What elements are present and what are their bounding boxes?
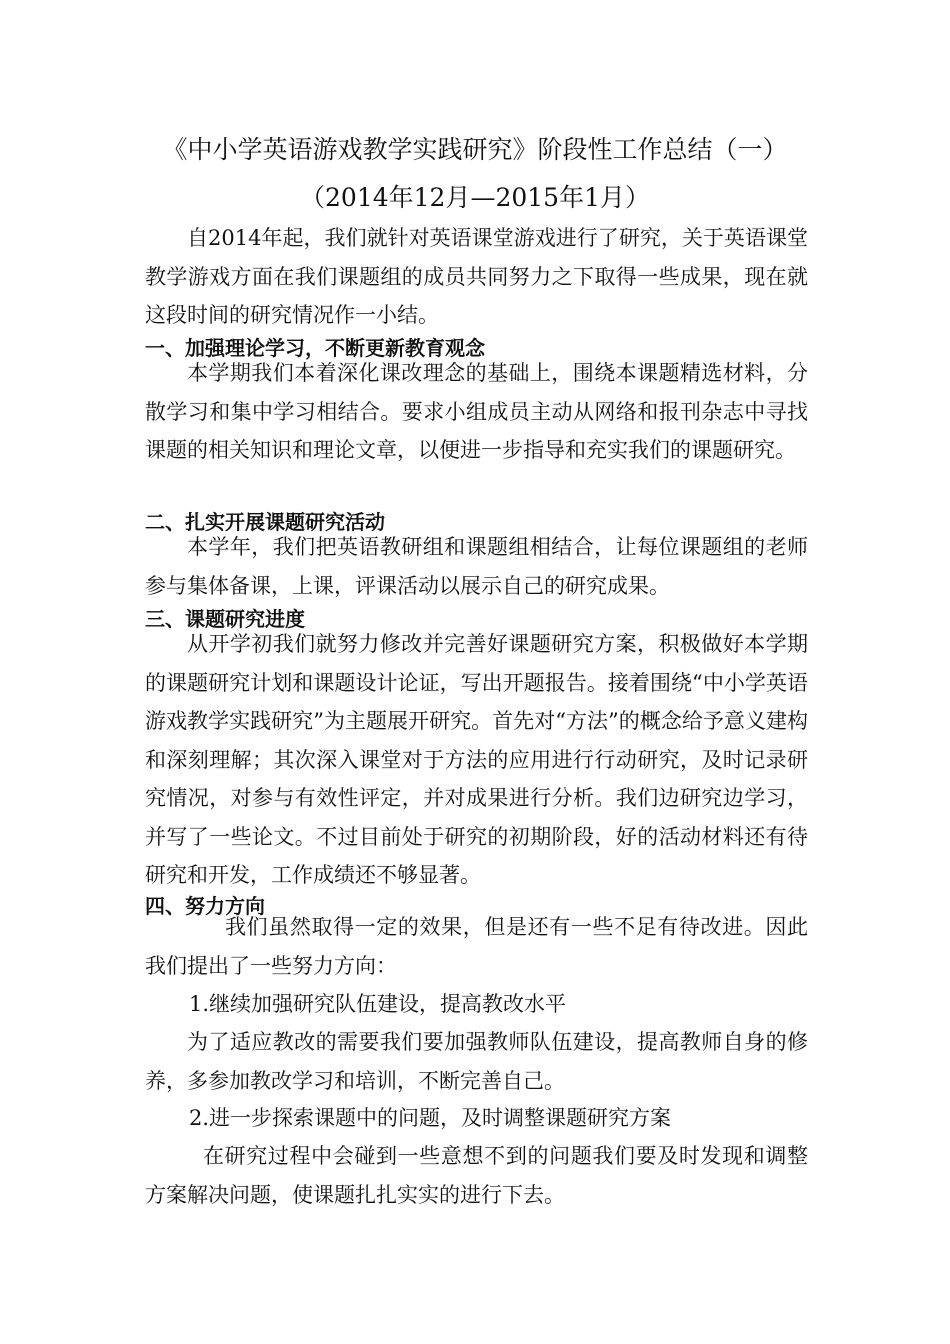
section-1-heading: 一、加强理论学习，不断更新教育观念 (145, 336, 485, 360)
section-1-body: 本学期我们本着深化课改理念的基础上，围绕本课题精选材料，分散学习和集中学习相结合。要求小组成员主动从网络和报刊杂志中寻找课题的相关知识和理论文章，以便进一步指导和充实我们的课题研究。 (145, 361, 808, 462)
direction-1-label: 1.继续加强研究队伍建设，提高教改水平 (189, 992, 567, 1016)
direction-1-body: 为了适应教改的需要我们要加强教师队伍建设，提高教师自身的修养，多参加教改学习和培训，不断完善自己。 (145, 1030, 808, 1093)
intro-paragraph: 自2014年起，我们就针对英语课堂游戏进行了研究，关于英语课堂教学游戏方面在我们课题组的成员共同努力之下取得一些成果，现在就这段时间的研究情况作一小结。 (145, 226, 808, 327)
section-3-body: 从开学初我们就努力修改并完善好课题研究方案，积极做好本学期的课题研究计划和课题设计论证，写出开题报告。接着围绕“中小学英语游戏教学实践研究”为主题展开研究。首先对“方法”的概念给予意义建构和深刻理解；其次深入课堂对于方法的应用进行行动研究，及时记录研究情况，对参与有效性评定，并对成果进行分析。我们边研究边学习，并写了一些论文。不过目前处于研究的初期阶段，好的活动材料还有待研究和开发，工作成绩还不够显著。 (145, 632, 808, 887)
document-subtitle: （2014年12月—2015年1月） (300, 183, 650, 212)
section-3-heading: 三、课题研究进度 (145, 607, 305, 631)
section-4-body: 我们虽然取得一定的效果，但是还有一些不足有待改进。因此我们提出了一些努力方向： (145, 915, 808, 978)
document-title: 《中小学英语游戏教学实践研究》阶段性工作总结（一） (162, 135, 788, 164)
direction-2-body: 在研究过程中会碰到一些意想不到的问题我们要及时发现和调整方案解决问题，使课题扎扎实实的进行下去。 (145, 1144, 808, 1207)
section-2-body: 本学年，我们把英语教研组和课题组相结合，让每位课题组的老师参与集体备课，上课，评课活动以展示自己的研究成果。 (145, 535, 808, 598)
section-4-heading: 四、努力方向 (145, 894, 265, 918)
section-2-heading: 二、扎实开展课题研究活动 (145, 510, 385, 534)
direction-2-label: 2.进一步探索课题中的问题，及时调整课题研究方案 (189, 1106, 672, 1130)
